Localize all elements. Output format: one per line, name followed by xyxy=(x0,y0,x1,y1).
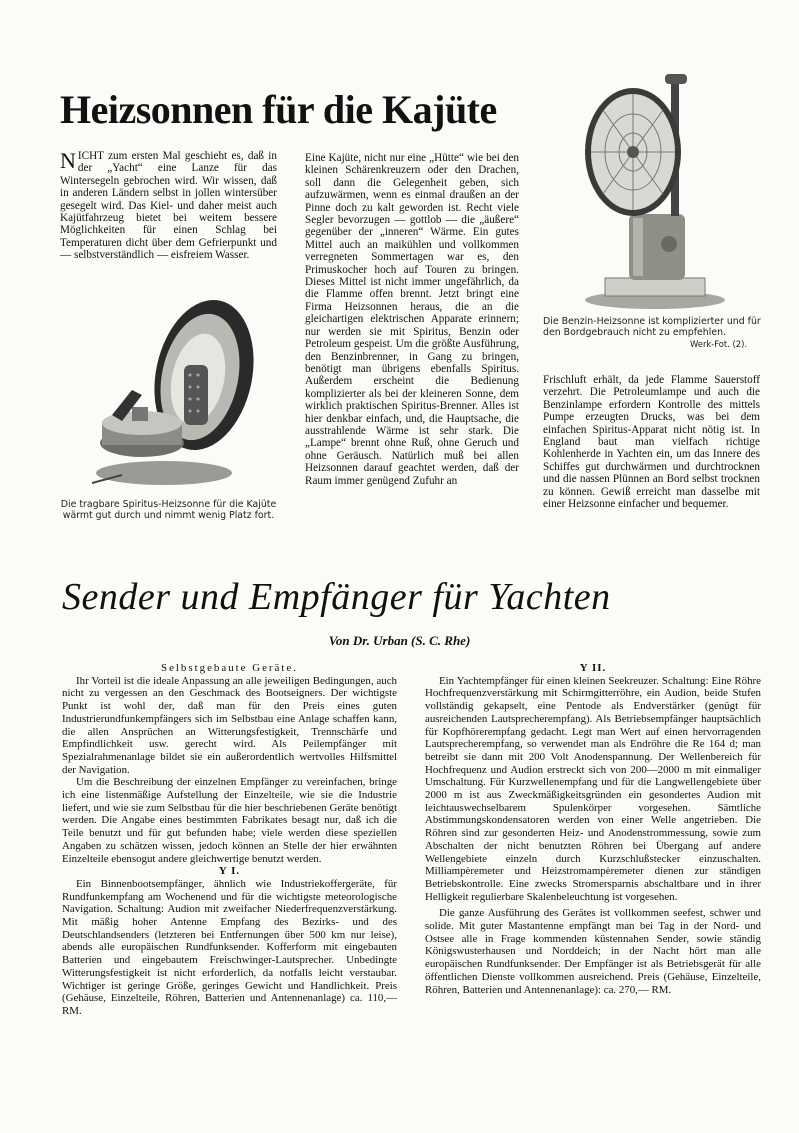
benzine-heater-photo xyxy=(575,64,735,312)
paragraph: Um die Beschreibung der einzelnen Empfänger zu vereinfachen, bringe ich eine listenmäßige Aufstellung der Einzelteile, wie sie die Industrie liefert, und wie sie zum Selbstbau für die hier beschriebenen Geräte benötigt werden. Die Angabe eines bestimmten Fabrikates besagt nur, daß ich die Teile benutzt und für gut befunden habe; viele werden diese speziellen Angaben zu schätzen wissen, jedoch können an Stelle der hier erwähnten Einzelteile ebensogut andere gleichwertige benutzt werden. xyxy=(62,776,397,865)
caption-right: Die Benzin-Heizsonne ist komplizierter und für den Bordgebrauch nicht zu empfehlen. xyxy=(543,316,761,338)
section-heading-selbstgebaut: Selbstgebaute Geräte. xyxy=(161,662,298,674)
article1-title: Heizsonnen für die Kajüte xyxy=(60,87,497,132)
article1-column2: Eine Kajüte, nicht nur eine „Hütte“ wie bei den kleinen Schärenkreuzern oder den Drachen, soll dann die Gelegenheit geben, sich aufzuwärmen, wenn es einmal draußen an der Pinne doch zu kalt geworden ist. Recht viele Segler bevorzugen — gottlob — die „äußere“ gegenüber der „inneren“ Wärme. Ein gutes Mittel auch an maikühlen und vollkommen verregneten Sommertagen war es, den Primuskocher hoch auf Touren zu bringen. Dieses Mittel ist nicht immer ungefährlich, da die Flamme offen brennt. Jetzt bringt eine Firma Heizsonnen heraus, die an die gleichartigen elektrischen Apparate erinnern; nur werden sie mit Spiritus, Benzin oder Petroleum gespeist. Um die größte Ausführung, den Benzinbrenner, in Gang zu bringen, benötigt man übrigens ebenfalls Spiritus. Außerdem erscheint die Bedienung komplizierter als bei der kleineren Sonne, dem wirklich praktischen Spiritus-Brenner. Alles ist hier denkbar einfach, und, die Hauptsache, die ausstrahlende Wärme ist sehr stark. Die „Lampe“ brennt ohne Ruß, ohne Geruch und ohne Geräusch. Natürlich muß bei allen Heizsonnen darauf geachtet werden, daß der Raum immer genügend Zufuhr an xyxy=(305,152,519,487)
article2-left-column xyxy=(62,662,397,1018)
section-heading-y2: Y II. xyxy=(579,662,607,674)
article1-col1-text: ICHT zum ersten Mal geschieht es, daß in der „Yacht“ eine Lanze für das Wintersegeln gebrochen wird. Wir wissen, daß in anderen Ländern selbst in jollen wintersüber gesegelt wird. Das Kiel- und daher meist auch Kajütfahrzeug bietet bei weitem bessere Möglichkeiten für einen Schlag bei Temperaturen dicht über dem Gefrierpunkt und — selbstverständlich — eisfreiem Wasser. xyxy=(60,150,277,262)
article1-column1 xyxy=(60,150,277,262)
drop-cap: N xyxy=(60,148,76,173)
byline: Von Dr. Urban (S. C. Rhe) xyxy=(328,633,471,648)
section-heading-y1: Y I. xyxy=(218,865,241,878)
photo-credit: Werk-Fot. (2). xyxy=(690,339,748,349)
paragraph: Die ganze Ausführung des Gerätes ist vollkommen seefest, schwer und solide. Mit guter Mastantenne empfängt man bei Tag in der Nord- und Ostsee alle in Frage kommenden küstennahen Sender, sowie ständig Königswusterhausen und Norddeich; in der Nacht hört man alle europäischen Rundfunksender. Der Empfänger ist als Betriebsgerät für alle öffentlichen Dienste vollkommen ausreichend. Preis (Gehäuse, Einzelteile, Röhren, Batterien und Antennenanlage): ca. 270,— RM. xyxy=(425,907,761,996)
caption-left: Die tragbare Spiritus-Heizsonne für die Kajüte wärmt gut durch und nimmt wenig Platz fort. xyxy=(60,499,277,521)
paragraph: Ein Yachtempfänger für einen kleinen Seekreuzer. Schaltung: Eine Röhre Hochfrequenzverstärkung mit Schirmgitterröhre, ein Audion, beide Stufen vollständig gekapselt, eine Pentode als Endverstärker (genügt für ausreichenden Lautsprecherempfang). Als Betriebsempfänger hauptsächlich für Kopfhörerempfang gedacht. Legt man Wert auf einen hervorragenden Lautsprecherempfang, so verwendet man als Endröhre die Re 164 d; man betreibt sie dann mit 200 Volt Anodenspannung. Der Wellenbereich für Hochfrequenz und Audion erstreckt sich von 200—2000 m mit einmaliger Umschaltung. Für Kurzwellenempfang und für die Langwellengebiete über 2000 m ist aus Zweckmäßigkeitsgründen ein gesondertes Audion mit leichtauswechselbarem Spulenkörper vorgesehen. Sämtliche Abstimmungskondensatoren werden von einer Welle angetrieben. Die Röhren sind zur gesonderten Heiz- und Anodenstrommessung, sowie zum Abschalten der nicht benutzten Röhren bei Übergang auf andere Wellengebiete einzeln durch Kurzschlußstecker einzuschalten. Milliampèremeter und Heizstromampèremeter dienen zur ständigen Betriebskontrolle. Eine zwecks Stromersparnis abschaltbare und in ihrer Helligkeit regulierbare Skalenbeleuchtung ist vorgesehen. xyxy=(425,674,761,903)
article2-right-column xyxy=(425,662,761,996)
paragraph: Ihr Vorteil ist die ideale Anpassung an alle jeweiligen Bedingungen, auch nicht zu vergessen an den Geschmack des Bootseigners. Der wichtigste Punkt ist wohl der, daß man für den Preis eines guten Industrierundfunkempfängers sich im Selbstbau eine Anlage schaffen kann, die allen Ansprüchen an Witterungsfestigkeit, Trennschärfe und Empfindlichkeit usw. gerecht wird. Als Peilempfänger mit Spezialrahmenanlage bildet sie ein außerordentlich wertvolles Hilfsmittel der Navigation. xyxy=(62,674,397,776)
spirit-heater-photo xyxy=(92,295,260,495)
paragraph: Ein Binnenbootsempfänger, ähnlich wie Industriekoffergeräte, für Rundfunkempfang am Wochenend und für die wichtigste meteorologische Navigation. Schaltung: Audion mit zweifacher Niederfrequenzverstärkung. Mit mäßig hoher Antenne Empfang des Bezirks- und des Deutschlandsenders (letzteren bei Entfernungen über 500 km nur leise), abends alle europäischen Rundfunksender. Kofferform mit eingebauten Batterien und eingebautem Freischwinger-Lautsprecher. Unbedingte Witterungsfestigkeit ist nicht erforderlich, da notfalls leicht verstaubar. Wichtiger ist geringe Größe, geringes Gewicht und Handlichkeit. Preis (Gehäuse, Einzelteile, Röhren, Batterien und Antennenanlage) ca. 110,— RM. xyxy=(62,877,397,1017)
article1-column3: Frischluft erhält, da jede Flamme Sauerstoff verzehrt. Die Petroleumlampe und auch die Benzinlampe erfordern Kontrolle des mittels Pumpe erzeugten Drucks, was bei dem einfachen Spiritus-Apparat nicht nötig ist. In England baut man vielfach richtige Kohlenherde in Yachten ein, um das Innere des Schiffes gut durchwärmen und durchtrocknen und die nassen Plünnen an Bord selbst trocknen zu können. Gewiß erreicht man dasselbe mit einer Heizsonne einfacher und bequemer. xyxy=(543,374,760,511)
article2-title: Sender und Empfänger für Yachten xyxy=(62,576,611,618)
